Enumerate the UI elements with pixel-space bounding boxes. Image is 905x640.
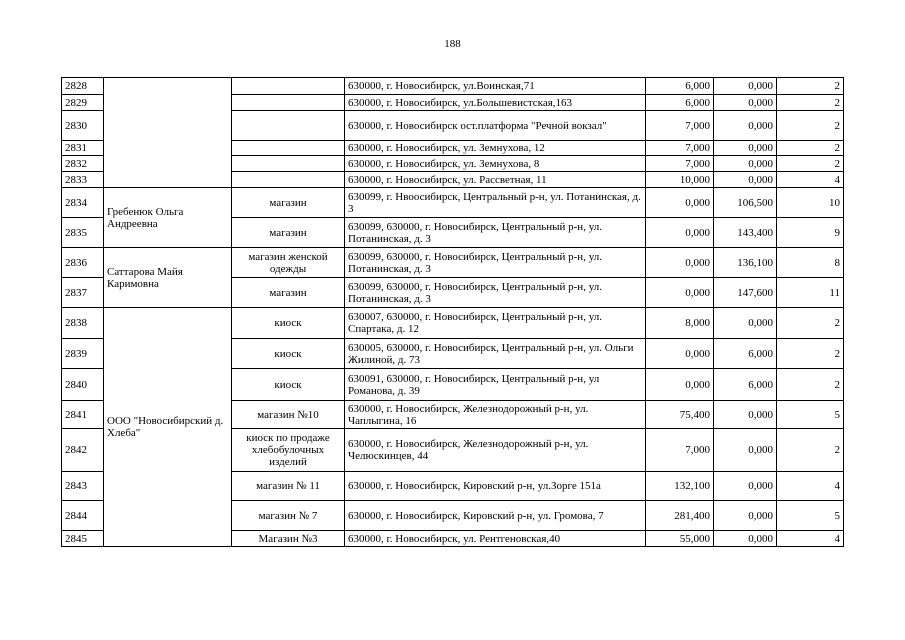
row-number: 2840	[62, 369, 104, 401]
count-value: 10	[777, 188, 844, 218]
object-type: магазин	[232, 188, 345, 218]
row-number: 2839	[62, 339, 104, 369]
value-2: 136,100	[714, 248, 777, 278]
object-type: Магазин №3	[232, 531, 345, 547]
value-1: 6,000	[646, 95, 714, 111]
row-number: 2844	[62, 501, 104, 531]
table-row	[62, 308, 844, 339]
value-2: 0,000	[714, 501, 777, 531]
count-value: 2	[777, 339, 844, 369]
value-2: 0,000	[714, 95, 777, 111]
value-1: 10,000	[646, 172, 714, 188]
table-row	[62, 248, 844, 278]
value-1: 7,000	[646, 156, 714, 172]
object-type: киоск по продаже хлебобулочных изделий	[232, 429, 345, 472]
row-number: 2831	[62, 141, 104, 156]
value-1: 281,400	[646, 501, 714, 531]
value-1: 6,000	[646, 78, 714, 95]
row-number: 2838	[62, 308, 104, 339]
row-number: 2842	[62, 429, 104, 472]
count-value: 4	[777, 172, 844, 188]
value-1: 0,000	[646, 369, 714, 401]
row-number: 2833	[62, 172, 104, 188]
table-row	[62, 78, 844, 95]
value-2: 0,000	[714, 78, 777, 95]
count-value: 2	[777, 156, 844, 172]
value-2: 0,000	[714, 308, 777, 339]
value-1: 132,100	[646, 472, 714, 501]
value-2: 0,000	[714, 531, 777, 547]
count-value: 11	[777, 278, 844, 308]
row-number: 2835	[62, 218, 104, 248]
registry-table	[61, 77, 844, 547]
value-2: 0,000	[714, 141, 777, 156]
value-1: 8,000	[646, 308, 714, 339]
object-address: 630000, г. Новосибирск, Железнодорожный р-н, ул. Чаплыгина, 16	[345, 401, 646, 429]
object-address: 630099, г. Нвоосибирск, Центральный р-н, ул. Потанинская, д. 3	[345, 188, 646, 218]
value-2: 6,000	[714, 369, 777, 401]
page-number: 188	[444, 38, 461, 50]
owner-name: Гребенюк Ольга Андреевна	[104, 188, 232, 248]
row-number: 2830	[62, 111, 104, 141]
owner-name	[104, 78, 232, 188]
object-type	[232, 141, 345, 156]
object-address: 630000, г. Новосибирск, Железнодорожный р-н, ул. Челюскинцев, 44	[345, 429, 646, 472]
object-address: 630099, 630000, г. Новосибирск, Центральный р-н, ул. Потанинская, д. 3	[345, 248, 646, 278]
object-address: 630005, 630000, г. Новосибирск, Центральный р-н, ул. Ольги Жилиной, д. 73	[345, 339, 646, 369]
owner-name: ООО "Новосибирский д. Хлеба"	[104, 308, 232, 547]
row-number: 2837	[62, 278, 104, 308]
count-value: 5	[777, 401, 844, 429]
object-type: киоск	[232, 308, 345, 339]
row-number: 2829	[62, 95, 104, 111]
table-body	[62, 78, 844, 547]
value-1: 7,000	[646, 111, 714, 141]
count-value: 2	[777, 111, 844, 141]
object-address: 630007, 630000, г. Новосибирск, Центральный р-н, ул. Спартака, д. 12	[345, 308, 646, 339]
object-type	[232, 78, 345, 95]
object-type: магазин женской одежды	[232, 248, 345, 278]
row-number: 2834	[62, 188, 104, 218]
object-address: 630000, г. Новосибирск, Кировский р-н, ул.Зорге 151а	[345, 472, 646, 501]
object-type: магазин №10	[232, 401, 345, 429]
row-number: 2832	[62, 156, 104, 172]
object-type	[232, 172, 345, 188]
object-address: 630099, 630000, г. Новосибирск, Центральный р-н, ул. Потанинская, д. 3	[345, 278, 646, 308]
row-number: 2841	[62, 401, 104, 429]
count-value: 9	[777, 218, 844, 248]
owner-name: Саттарова Майя Каримовна	[104, 248, 232, 308]
object-address: 630000, г. Новосибирск, ул. Земнухова, 8	[345, 156, 646, 172]
count-value: 5	[777, 501, 844, 531]
object-type: магазин	[232, 218, 345, 248]
count-value: 2	[777, 141, 844, 156]
value-2: 0,000	[714, 401, 777, 429]
object-address: 630000, г. Новосибирск, Кировский р-н, ул. Громова, 7	[345, 501, 646, 531]
value-1: 7,000	[646, 429, 714, 472]
value-1: 7,000	[646, 141, 714, 156]
object-type: магазин	[232, 278, 345, 308]
object-address: 630000, г. Новосибирск, ул. Земнухова, 12	[345, 141, 646, 156]
value-1: 0,000	[646, 248, 714, 278]
object-type	[232, 111, 345, 141]
count-value: 4	[777, 531, 844, 547]
object-type: киоск	[232, 369, 345, 401]
value-2: 0,000	[714, 472, 777, 501]
count-value: 2	[777, 429, 844, 472]
count-value: 2	[777, 95, 844, 111]
value-1: 0,000	[646, 218, 714, 248]
value-2: 147,600	[714, 278, 777, 308]
object-type: магазин № 7	[232, 501, 345, 531]
row-number: 2836	[62, 248, 104, 278]
object-address: 630099, 630000, г. Новосибирск, Центральный р-н, ул. Потанинская, д. 3	[345, 218, 646, 248]
row-number: 2843	[62, 472, 104, 501]
object-type: магазин № 11	[232, 472, 345, 501]
object-address: 630000, г. Новосибирск, ул. Рентгеновская,40	[345, 531, 646, 547]
value-1: 75,400	[646, 401, 714, 429]
value-2: 0,000	[714, 172, 777, 188]
value-1: 0,000	[646, 278, 714, 308]
value-2: 143,400	[714, 218, 777, 248]
value-2: 0,000	[714, 429, 777, 472]
count-value: 4	[777, 472, 844, 501]
table-row	[62, 188, 844, 218]
count-value: 2	[777, 369, 844, 401]
value-2: 106,500	[714, 188, 777, 218]
object-type: киоск	[232, 339, 345, 369]
object-address: 630000, г. Новосибирск ост.платформа "Речной вокзал"	[345, 111, 646, 141]
object-type	[232, 156, 345, 172]
count-value: 2	[777, 78, 844, 95]
object-type	[232, 95, 345, 111]
object-address: 630000, г. Новосибирск, ул.Воинская,71	[345, 78, 646, 95]
count-value: 2	[777, 308, 844, 339]
value-1: 55,000	[646, 531, 714, 547]
row-number: 2828	[62, 78, 104, 95]
object-address: 630000, г. Новосибирск, ул.Большевистская,163	[345, 95, 646, 111]
object-address: 630000, г. Новосибирск, ул. Рассветная, 11	[345, 172, 646, 188]
value-1: 0,000	[646, 339, 714, 369]
value-2: 0,000	[714, 156, 777, 172]
value-2: 6,000	[714, 339, 777, 369]
row-number: 2845	[62, 531, 104, 547]
object-address: 630091, 630000, г. Новосибирск, Центральный р-н, ул Романова, д. 39	[345, 369, 646, 401]
count-value: 8	[777, 248, 844, 278]
value-1: 0,000	[646, 188, 714, 218]
value-2: 0,000	[714, 111, 777, 141]
